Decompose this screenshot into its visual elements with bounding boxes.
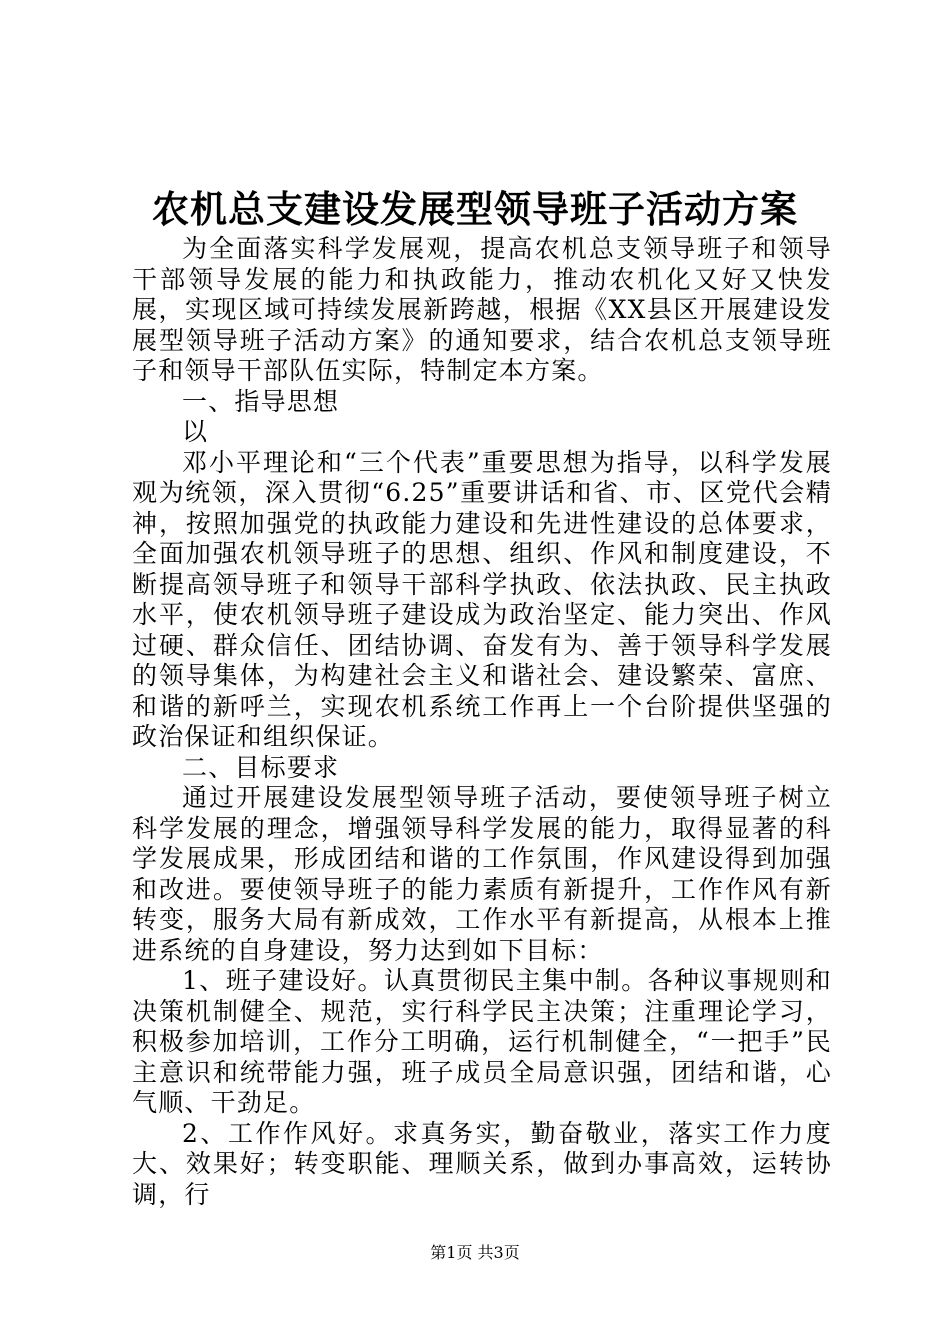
page-footer: 第1页 共3页 xyxy=(430,1243,520,1262)
intro-paragraph: 为全面落实科学发展观，提高农机总支领导班子和领导干部领导发展的能力和执政能力，推动农机化又好又快发展，实现区域可持续发展新跨越，根据《XX县区开展建设发展型领导班子活动方案》的通知要求，结合农机总支领导班子和领导干部队伍实际，特制定本方案。 xyxy=(132,234,832,385)
guiding-ideology-paragraph: 邓小平理论和“三个代表”重要思想为指导，以科学发展观为统领，深入贯彻“6.25”重要讲话和省、市、区党代会精神，按照加强党的执政能力建设和先进性建设的总体要求，全面加强农机领导班子的思想、组织、作风和制度建设，不断提高领导班子和领导干部科学执政、依法执政、民主执政水平，使农机领导班子建设成为政治坚定、能力突出、作风过硬、群众信任、团结协调、奋发有为、善于领导科学发展的领导集体，为构建社会主义和谐社会、建设繁荣、富庶、和谐的新呼兰，实现农机系统工作再上一个台阶提供坚强的政治保证和组织保证。 xyxy=(132,447,832,751)
goals-paragraph: 通过开展建设发展型领导班子活动，要使领导班子树立科学发展的理念，增强领导科学发展的能力，取得显著的科学发展成果，形成团结和谐的工作氛围，作风建设得到加强和改进。要使领导班子的能力素质有新提升，工作作风有新转变，服务大局有新成效，工作水平有新提高，从根本上推进系统的自身建设，努力达到如下目标： xyxy=(132,783,832,965)
goal-item-2: 2、工作作风好。求真务实，勤奋敬业，落实工作力度大、效果好；转变职能、理顺关系，做到办事高效，运转协调，行 xyxy=(132,1118,832,1209)
document-body xyxy=(132,234,832,1210)
goal-item-1: 1、班子建设好。认真贯彻民主集中制。各种议事规则和决策机制健全、规范，实行科学民主决策；注重理论学习，积极参加培训，工作分工明确，运行机制健全，“一把手”民主意识和统带能力强，班子成员全局意识强，团结和谐，心气顺、干劲足。 xyxy=(132,966,832,1117)
paragraph-fragment: 以 xyxy=(182,417,209,446)
section-heading-goals: 二、目标要求 xyxy=(182,752,340,782)
section-heading-guiding-ideology: 一、指导思想 xyxy=(182,386,340,416)
document-title: 农机总支建设发展型领导班子活动方案 xyxy=(152,187,798,231)
